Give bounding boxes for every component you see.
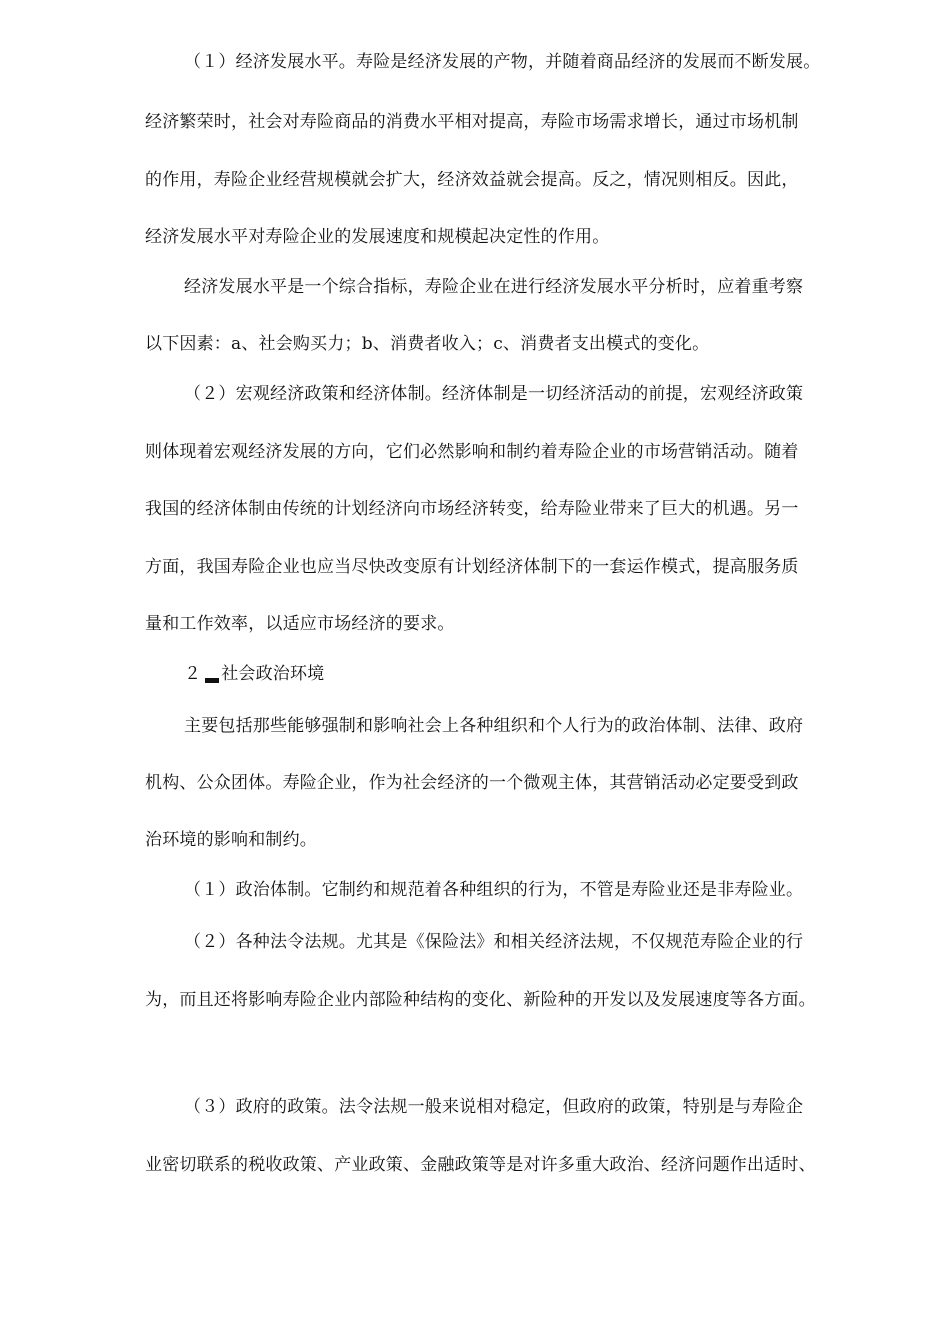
paragraph-line: （３）政府的政策。法令法规一般来说相对稳定，但政府的政策，特别是与寿险企 — [184, 1097, 804, 1117]
paragraph-line: 方面，我国寿险企业也应当尽快改变原有计划经济体制下的一套运作模式，提高服务质 — [145, 557, 799, 577]
paragraph-line: （２）宏观经济政策和经济体制。经济体制是一切经济活动的前提，宏观经济政策 — [184, 384, 804, 404]
paragraph-line: 为，而且还将影响寿险企业内部险种结构的变化、新险种的开发以及发展速度等各方面。 — [145, 990, 816, 1010]
paragraph-line: （１）经济发展水平。寿险是经济发展的产物，并随着商品经济的发展而不断发展。 — [184, 52, 821, 72]
section-heading — [184, 662, 880, 686]
paragraph-line: 量和工作效率，以适应市场经济的要求。 — [145, 614, 455, 634]
paragraph-line: 经济发展水平对寿险企业的发展速度和规模起决定性的作用。 — [145, 227, 610, 247]
paragraph-line: （２）各种法令法规。尤其是《保险法》和相关经济法规，不仅规范寿险企业的行 — [184, 932, 804, 952]
paragraph-line: 经济发展水平是一个综合指标，寿险企业在进行经济发展水平分析时，应着重考察 — [184, 277, 804, 297]
paragraph-line: 我国的经济体制由传统的计划经济向市场经济转变，给寿险业带来了巨大的机遇。另一 — [145, 499, 799, 519]
paragraph-line: 主要包括那些能够强制和影响社会上各种组织和个人行为的政治体制、法律、政府 — [184, 716, 804, 736]
paragraph-line: 则体现着宏观经济发展的方向，它们必然影响和制约着寿险企业的市场营销活动。随着 — [145, 442, 799, 462]
section-title: 社会政治环境 — [221, 664, 325, 684]
paragraph-line: 的作用，寿险企业经营规模就会扩大，经济效益就会提高。反之，情况则相反。因此， — [145, 170, 799, 190]
paragraph-line: 治环境的影响和制约。 — [145, 830, 317, 850]
heading-marker — [205, 678, 219, 683]
paragraph-line: 机构、公众团体。寿险企业，作为社会经济的一个微观主体，其营销活动必定要受到政 — [145, 773, 799, 793]
section-number: ２ — [184, 664, 202, 684]
paragraph-line: 经济繁荣时，社会对寿险商品的消费水平相对提高，寿险市场需求增长，通过市场机制 — [145, 112, 799, 132]
paragraph-line: 以下因素：a、社会购买力；b、消费者收入；c、消费者支出模式的变化。 — [145, 334, 710, 354]
paragraph-line: （１）政治体制。它制约和规范着各种组织的行为，不管是寿险业还是非寿险业。 — [184, 880, 804, 900]
paragraph-line: 业密切联系的税收政策、产业政策、金融政策等是对许多重大政治、经济问题作出适时、 — [145, 1155, 816, 1175]
